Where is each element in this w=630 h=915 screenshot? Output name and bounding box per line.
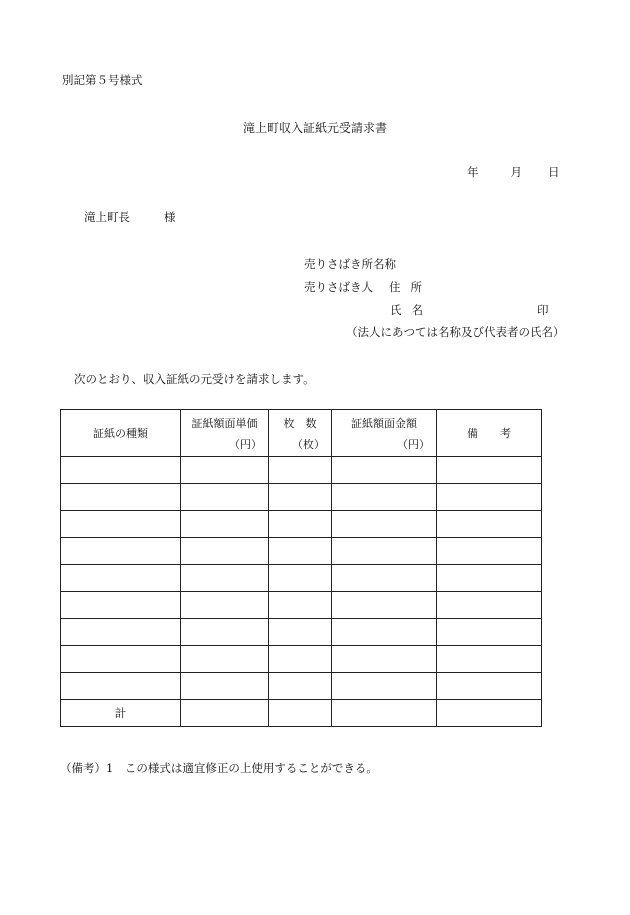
table-cell[interactable]: [181, 619, 269, 646]
header-unit-price: 証紙額面単価 （円）: [181, 410, 269, 457]
table-row: [61, 619, 542, 646]
header-remarks: 備考: [437, 410, 542, 457]
table-cell[interactable]: [269, 646, 332, 673]
seller-place-name-label: 売りさばき所名称: [304, 257, 396, 271]
table-cell[interactable]: [437, 565, 542, 592]
table-cell[interactable]: [332, 565, 437, 592]
form-number-label: 別記第５号様式: [62, 73, 143, 87]
remarks-note: （備考）1 この様式は適宜修正の上使用することができる。: [60, 761, 378, 775]
table-cell[interactable]: [437, 511, 542, 538]
header-total-amount: 証紙額面金額 （円）: [332, 410, 437, 457]
table-row: [61, 565, 542, 592]
header-stamp-type: 証紙の種類: [61, 410, 181, 457]
table-cell[interactable]: [269, 538, 332, 565]
table-row: [61, 511, 542, 538]
table-cell[interactable]: [61, 619, 181, 646]
seller-person-label: 売りさばき人: [304, 280, 373, 294]
table-row: [61, 538, 542, 565]
table-cell[interactable]: [181, 538, 269, 565]
table-row: [61, 592, 542, 619]
seller-address-line: [304, 279, 432, 295]
table-cell[interactable]: [269, 592, 332, 619]
table-cell[interactable]: [332, 592, 437, 619]
table-total-row: [61, 700, 542, 727]
table-row: [61, 646, 542, 673]
table-cell[interactable]: [437, 646, 542, 673]
addressee-honorific: 様: [164, 210, 176, 224]
table-cell[interactable]: [181, 457, 269, 484]
table-cell[interactable]: [332, 700, 437, 727]
table-cell[interactable]: [181, 484, 269, 511]
table-cell[interactable]: [437, 538, 542, 565]
table-cell[interactable]: [332, 457, 437, 484]
table-cell[interactable]: [61, 484, 181, 511]
seller-name-label: 氏名: [390, 303, 433, 317]
seal-mark: 印: [537, 303, 549, 317]
date-line: [467, 164, 560, 180]
document-title: 滝上町収入証紙元受請求書: [242, 121, 387, 135]
table-row: [61, 457, 542, 484]
table-cell[interactable]: [61, 673, 181, 700]
table-cell[interactable]: [332, 538, 437, 565]
addressee-name: 滝上町長: [84, 210, 130, 224]
table-cell[interactable]: [332, 646, 437, 673]
table-cell[interactable]: [61, 592, 181, 619]
table-cell[interactable]: [437, 700, 542, 727]
table-cell[interactable]: [181, 673, 269, 700]
stamp-request-table: [60, 409, 542, 727]
date-month: 月: [510, 165, 522, 179]
table-cell[interactable]: [269, 619, 332, 646]
table-cell[interactable]: [437, 619, 542, 646]
table-row: [61, 484, 542, 511]
table-row: [61, 673, 542, 700]
table-cell[interactable]: [332, 673, 437, 700]
table-cell[interactable]: [181, 592, 269, 619]
table-cell[interactable]: [332, 511, 437, 538]
table-cell[interactable]: [437, 457, 542, 484]
total-label: 計: [61, 700, 181, 727]
table-cell[interactable]: [61, 565, 181, 592]
table-cell[interactable]: [269, 457, 332, 484]
addressee: [84, 209, 176, 225]
seller-address-label: 住所: [389, 280, 432, 294]
request-statement: 次のとおり、収入証紙の元受けを請求します。: [74, 372, 315, 386]
table-cell[interactable]: [437, 592, 542, 619]
table-cell[interactable]: [437, 484, 542, 511]
table-cell[interactable]: [269, 700, 332, 727]
table-cell[interactable]: [61, 538, 181, 565]
table-cell[interactable]: [61, 457, 181, 484]
table-header-row: [61, 410, 542, 457]
table-cell[interactable]: [181, 565, 269, 592]
table-cell[interactable]: [181, 511, 269, 538]
table-cell[interactable]: [269, 484, 332, 511]
date-day: 日: [548, 165, 560, 179]
table-cell[interactable]: [332, 619, 437, 646]
table-cell[interactable]: [181, 646, 269, 673]
table-cell[interactable]: [269, 511, 332, 538]
table-cell[interactable]: [332, 484, 437, 511]
corporation-note: （法人にあつては名称及び代表者の氏名）: [346, 325, 565, 339]
table-cell[interactable]: [269, 673, 332, 700]
date-year: 年: [467, 165, 479, 179]
header-count: 枚 数 （枚）: [269, 410, 332, 457]
table-cell[interactable]: [437, 673, 542, 700]
table-cell[interactable]: [61, 646, 181, 673]
table-cell[interactable]: [181, 700, 269, 727]
table-cell[interactable]: [61, 511, 181, 538]
table-cell[interactable]: [269, 565, 332, 592]
